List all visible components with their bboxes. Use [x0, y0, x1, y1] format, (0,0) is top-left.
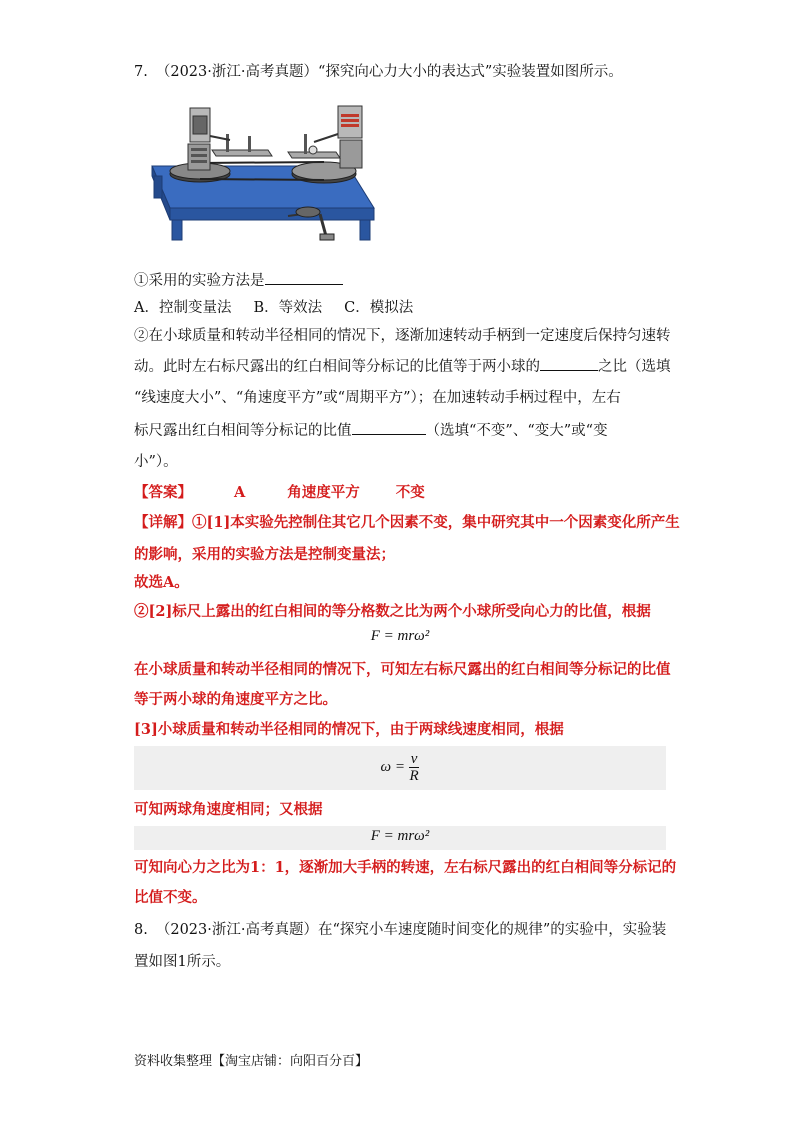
q7-number: 7.	[134, 64, 148, 80]
q8-header: 8. （2023·浙江·高考真题）在“探究小车速度随时间变化的规律”的实验中，实验装	[134, 922, 667, 938]
q7-sub1	[134, 270, 674, 291]
q7-sub2-line2: 动。此时左右标尺露出的红白相间等分标记的比值等于两小球的 之比（选填	[134, 356, 674, 377]
detail-line9: 可知向心力之比为1：1，逐渐加大手柄的转速，左右标尺露出的红白相间等分标记的	[134, 859, 677, 876]
q7-option-b: B．等效法	[253, 300, 323, 316]
formula-omega: ω = $\frac{v}{R}$	[380, 751, 419, 784]
q7-sub1-text: ①采用的实验方法是	[134, 273, 265, 289]
q7-header	[134, 62, 674, 82]
detail-line6: 等于两小球的角速度平方之比。	[134, 691, 337, 708]
detail-line5: 在小球质量和转动半径相同的情况下，可知左右标尺露出的红白相间等分标记的比值	[134, 661, 671, 678]
q8-number: 8.	[134, 922, 148, 938]
q7-sub2-line1: ②在小球质量和转动半径相同的情况下，逐渐加速转动手柄到一定速度后保持匀速转	[134, 328, 671, 344]
formula-centripetal-1: F = mrω²	[370, 628, 430, 644]
detail-line2: 的影响，采用的实验方法是控制变量法；	[134, 546, 395, 563]
detail-line8: 可知两球角速度相同；又根据	[134, 801, 323, 818]
q7-sub2-line4: 标尺露出红白相间等分标记的比值 （选填“不变”、“变大”或“变	[134, 420, 674, 441]
answer-tag: 【答案】	[134, 484, 192, 501]
detail-line4: ②[2]标尺上露出的红白相间的等分格数之比为两个小球所受向心力的比值，根据	[134, 603, 651, 620]
detail-tag: 【详解】	[134, 514, 192, 531]
q7-option-a: A．控制变量法	[134, 300, 232, 316]
answer-value-1: A	[234, 484, 246, 501]
answer-value-3: 不变	[395, 484, 425, 501]
answer-value-2: 角速度平方	[287, 484, 360, 501]
formula-band-omega	[134, 746, 666, 790]
q7-source: （2023·浙江·高考真题）	[155, 64, 318, 80]
q7-sub2-line5: 小”）。	[134, 454, 178, 470]
detail-line1: 【详解】①[1]本实验先控制住其它几个因素不变，集中研究其中一个因素变化所产生	[134, 514, 680, 531]
q7-sub2-line3: “线速度大小”、“角速度平方”或“周期平方”）；在加速转动手柄过程中，左右	[134, 390, 621, 406]
q7-options	[134, 298, 674, 318]
detail-line3: 故选A。	[134, 574, 189, 591]
answer-blank-2	[540, 356, 598, 371]
fraction-v-over-r: $\frac{v}{R}$	[409, 751, 419, 784]
page-footer: 资料收集整理【淘宝店铺：向阳百分百】	[134, 1054, 369, 1069]
detail-line7: [3]小球质量和转动半径相同的情况下，由于两球线速度相同，根据	[134, 721, 564, 738]
formula-centripetal-2: F = mrω²	[370, 828, 430, 844]
answer-blank-3	[352, 420, 426, 435]
formula-band-centripetal-2	[134, 826, 666, 850]
q8-line2: 置如图1所示。	[134, 954, 231, 970]
answer-line	[134, 483, 674, 503]
q7-stem: “探究向心力大小的表达式”实验装置如图所示。	[317, 64, 623, 80]
centripetal-force-apparatus-figure	[148, 104, 378, 254]
answer-blank-1	[265, 270, 343, 285]
q7-option-c: C．模拟法	[344, 300, 414, 316]
q8-source: （2023·浙江·高考真题）	[155, 922, 318, 938]
detail-line10: 比值不变。	[134, 889, 207, 906]
